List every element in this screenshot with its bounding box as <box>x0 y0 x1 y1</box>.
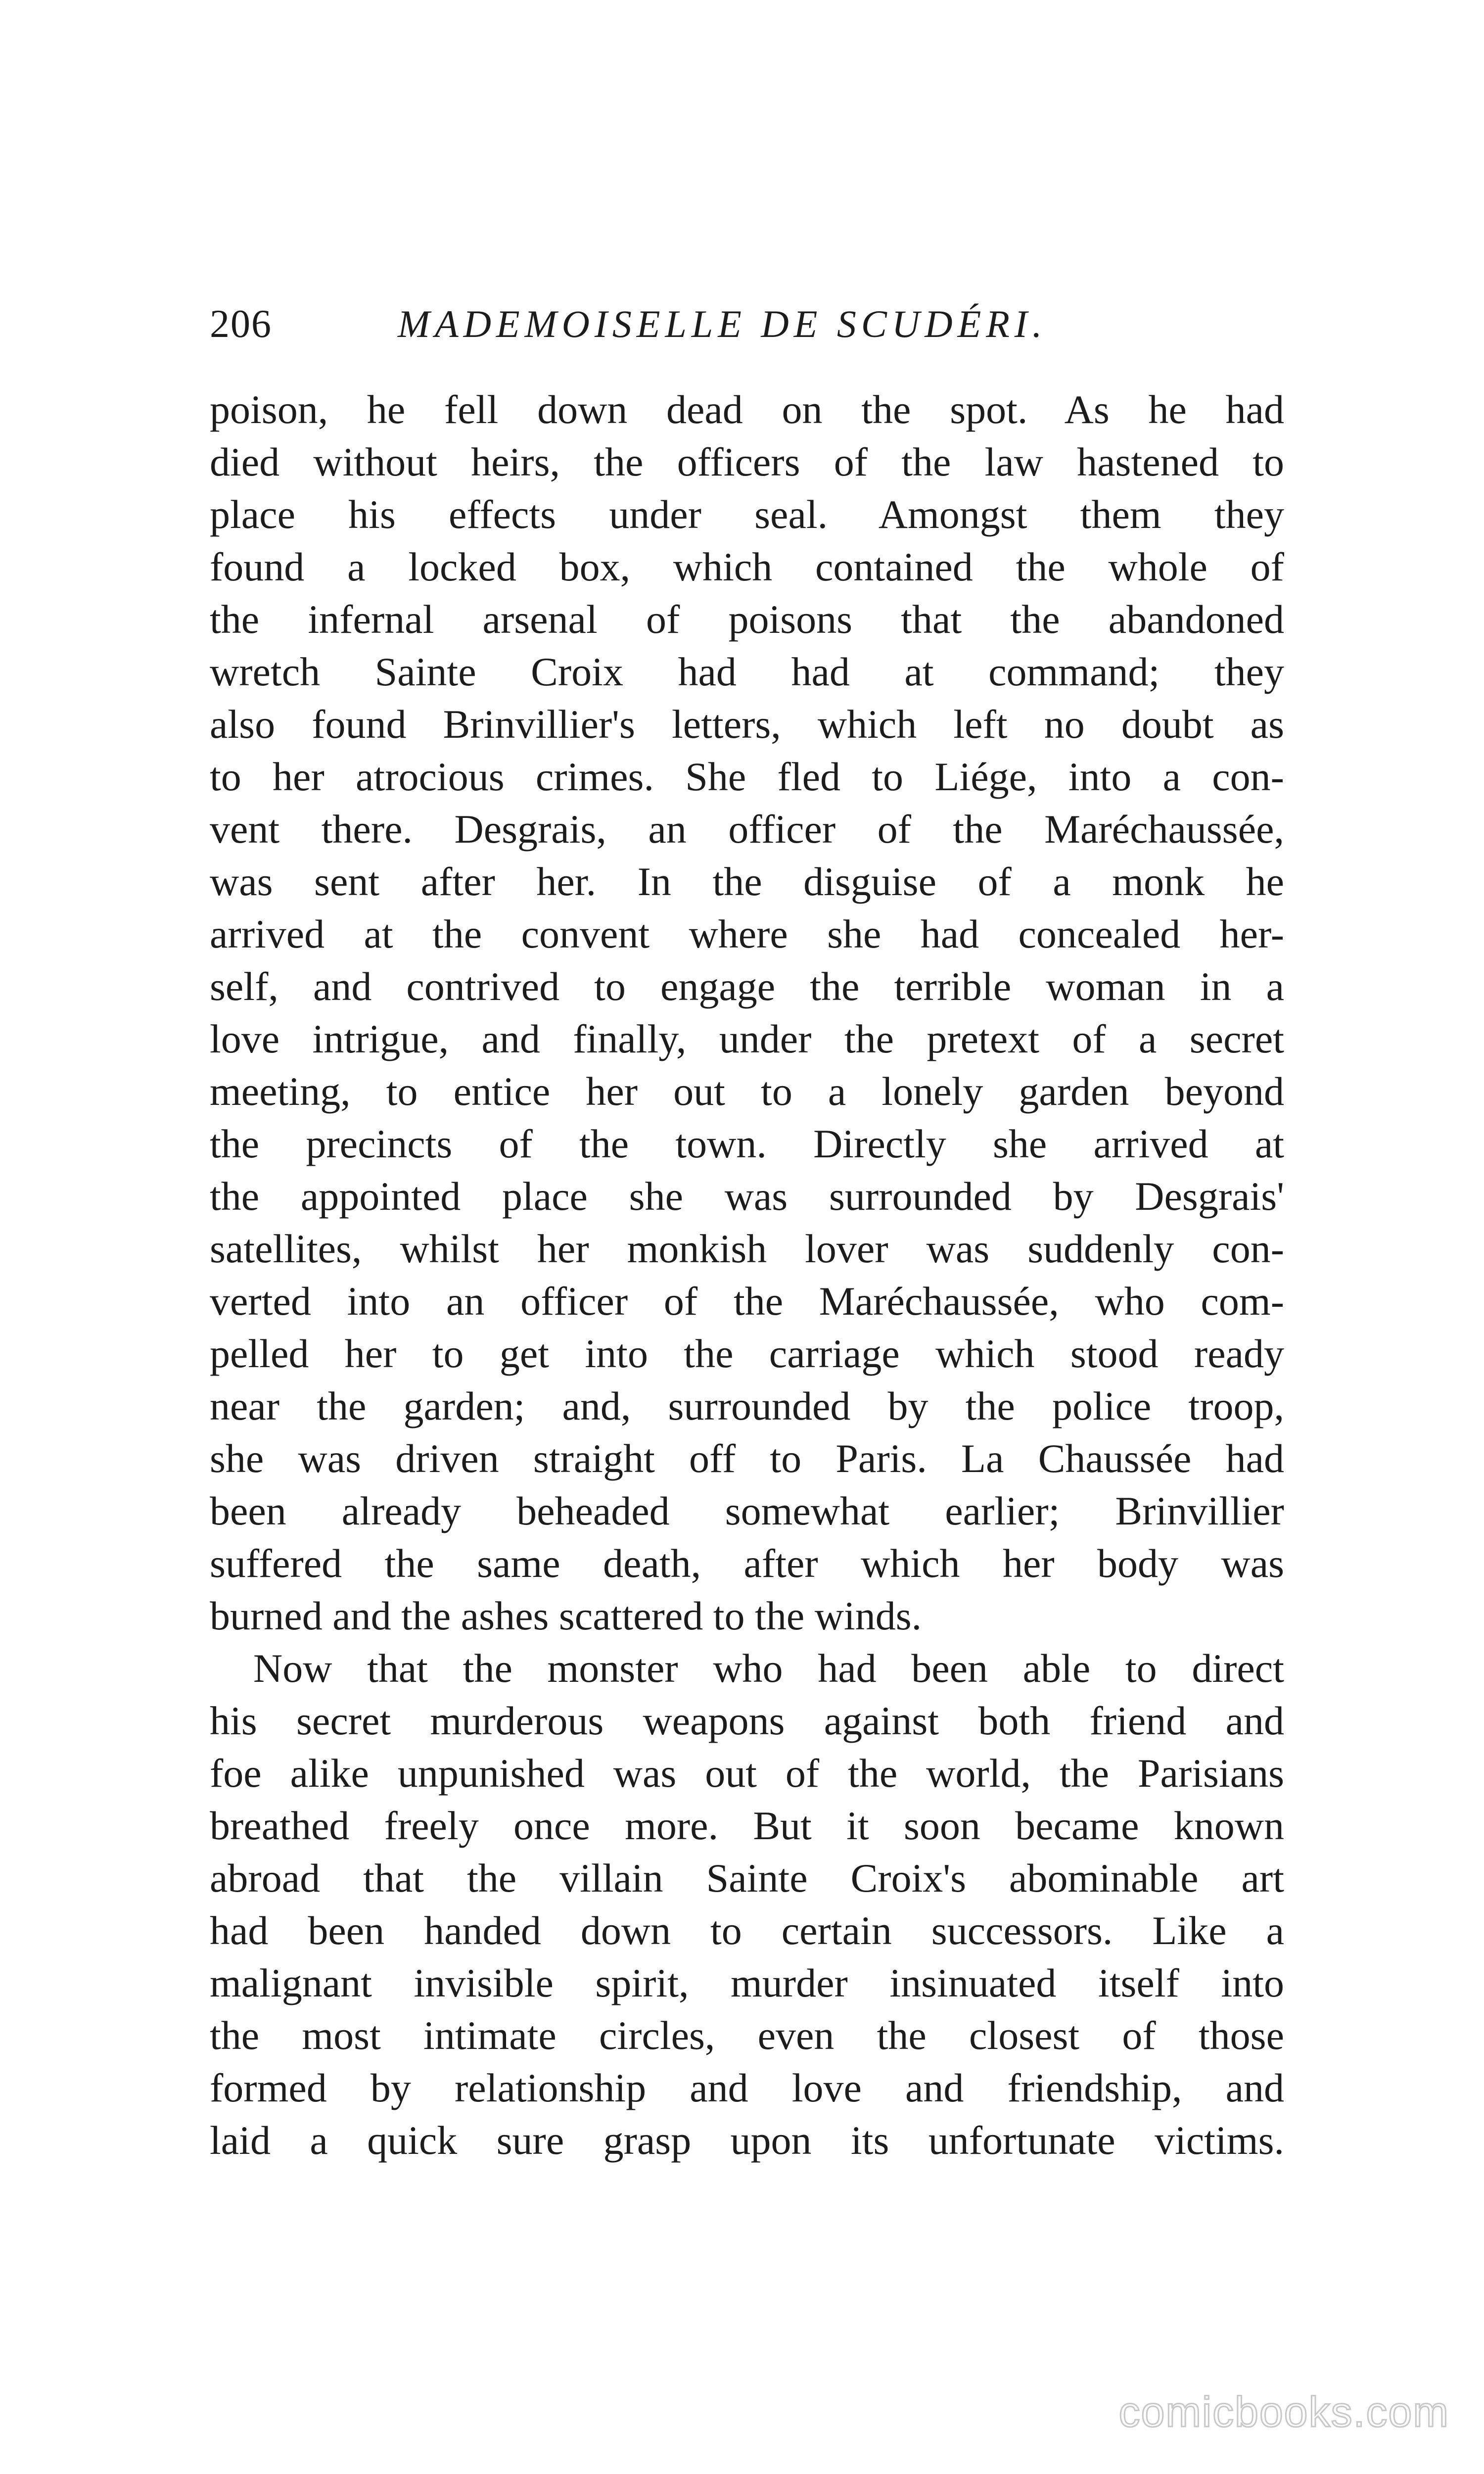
text-line: the precincts of the town. Directly she arrived at <box>210 1121 1284 1166</box>
text-line: satellites, whilst her monkish lover was suddenly con- <box>210 1226 1284 1271</box>
text-line: laid a quick sure grasp upon its unfortunate victims. <box>210 2118 1284 2163</box>
text-line: been already beheaded somewhat earlier; Brinvillier <box>210 1488 1284 1533</box>
text-line: breathed freely once more. But it soon became known <box>210 1803 1284 1848</box>
text-line: suffered the same death, after which her body was <box>210 1541 1284 1586</box>
text-line: arrived at the convent where she had concealed her- <box>210 911 1284 956</box>
text-line: malignant invisible spirit, murder insinuated itself into <box>210 1960 1284 2005</box>
text-line: had been handed down to certain successors. Like a <box>210 1908 1284 1953</box>
text-line: the appointed place she was surrounded by Desgrais' <box>210 1174 1284 1219</box>
paragraph-1 <box>210 383 1284 1642</box>
body-text <box>210 383 1284 2167</box>
text-line: Now that the monster who had been able to direct <box>253 1646 1284 1691</box>
text-line: was sent after her. In the disguise of a monk he <box>210 859 1284 904</box>
running-head <box>210 297 1283 351</box>
text-line: formed by relationship and love and friendship, and <box>210 2065 1284 2110</box>
text-line: vent there. Desgrais, an officer of the Maréchaussée, <box>210 807 1284 852</box>
text-line: also found Brinvillier's letters, which left no doubt as <box>210 702 1284 747</box>
text-line: to her atrocious crimes. She fled to Liége, into a con- <box>210 754 1284 799</box>
text-line: died without heirs, the officers of the law hastened to <box>210 439 1284 484</box>
text-line: near the garden; and, surrounded by the police troop, <box>210 1383 1284 1428</box>
text-line: abroad that the villain Sainte Croix's abominable art <box>210 1856 1284 1901</box>
text-line: love intrigue, and finally, under the pretext of a secret <box>210 1016 1284 1061</box>
text-line: meeting, to entice her out to a lonely garden beyond <box>210 1069 1284 1114</box>
text-line: foe alike unpunished was out of the world, the Parisians <box>210 1751 1284 1796</box>
text-line: self, and contrived to engage the terrible woman in a <box>210 964 1284 1009</box>
paragraph-2 <box>210 1642 1284 2167</box>
text-line: poison, he fell down dead on the spot. As he had <box>210 387 1284 432</box>
text-line: burned and the ashes scattered to the winds. <box>210 1593 922 1638</box>
text-line: wretch Sainte Croix had had at command; they <box>210 649 1284 694</box>
text-line: his secret murderous weapons against both friend and <box>210 1698 1284 1743</box>
text-line: the most intimate circles, even the closest of those <box>210 2013 1284 2058</box>
text-line: place his effects under seal. Amongst them they <box>210 492 1284 537</box>
text-line: found a locked box, which contained the whole of <box>210 544 1284 589</box>
text-line: pelled her to get into the carriage which stood ready <box>210 1331 1284 1376</box>
text-line: she was driven straight off to Paris. La Chaussée had <box>210 1436 1284 1481</box>
watermark: comicbooks.com <box>1118 2388 1449 2436</box>
text-line: verted into an officer of the Maréchaussée, who com- <box>210 1279 1284 1324</box>
page-number: 206 <box>210 302 272 346</box>
text-line: the infernal arsenal of poisons that the abandoned <box>210 597 1284 642</box>
running-head-title: MADEMOISELLE DE SCUDÉRI. <box>398 302 1047 345</box>
